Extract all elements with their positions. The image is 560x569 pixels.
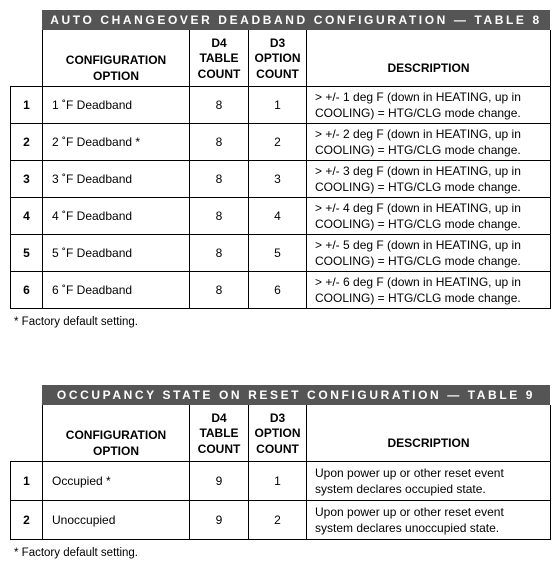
table-count-cell: 8 bbox=[190, 160, 249, 197]
table-count-cell: 8 bbox=[190, 234, 249, 271]
table9-header-row bbox=[11, 425, 551, 461]
option-count-cell: 2 bbox=[249, 500, 307, 539]
table-count-cell: 8 bbox=[190, 271, 249, 308]
table9-header-top-row bbox=[11, 405, 551, 425]
row-number: 5 bbox=[11, 234, 43, 271]
row-number: 6 bbox=[11, 271, 43, 308]
description-cell: > +/- 5 deg F (down in HEATING, up in COOLING) = HTG/CLG mode change. bbox=[307, 234, 551, 271]
description-cell: Upon power up or other reset event system declares occupied state. bbox=[307, 461, 551, 500]
option-cell: Unoccupied bbox=[43, 500, 190, 539]
option-count-cell: 4 bbox=[249, 197, 307, 234]
option-cell: 3 ˚F Deadband bbox=[43, 160, 190, 197]
option-count-cell: 1 bbox=[249, 461, 307, 500]
row-number: 2 bbox=[11, 123, 43, 160]
table8 bbox=[10, 30, 551, 309]
option-count-cell: 6 bbox=[249, 271, 307, 308]
table9-d3-label: D3 bbox=[249, 405, 307, 425]
description-cell: > +/- 1 deg F (down in HEATING, up in COOLING) = HTG/CLG mode change. bbox=[307, 86, 551, 123]
description-cell: Upon power up or other reset event system declares unoccupied state. bbox=[307, 500, 551, 539]
table9-footnote: * Factory default setting. bbox=[14, 547, 139, 559]
table-row bbox=[11, 123, 551, 160]
table9-header-option-count: OPTION COUNT bbox=[249, 425, 307, 461]
table9-header-table-count: TABLE COUNT bbox=[190, 425, 249, 461]
description-cell: > +/- 6 deg F (down in HEATING, up in COOLING) = HTG/CLG mode change. bbox=[307, 271, 551, 308]
description-cell: > +/- 4 deg F (down in HEATING, up in COOLING) = HTG/CLG mode change. bbox=[307, 197, 551, 234]
option-cell: 5 ˚F Deadband bbox=[43, 234, 190, 271]
table9-header-description: DESCRIPTION bbox=[307, 425, 551, 461]
option-count-cell: 1 bbox=[249, 86, 307, 123]
table-count-cell: 9 bbox=[190, 461, 249, 500]
table8-header-table-count: TABLE COUNT bbox=[190, 50, 249, 86]
option-cell: 1 ˚F Deadband bbox=[43, 86, 190, 123]
table-row bbox=[11, 160, 551, 197]
option-cell: 6 ˚F Deadband bbox=[43, 271, 190, 308]
table9-d4-label: D4 bbox=[190, 405, 249, 425]
table-row bbox=[11, 461, 551, 500]
row-number: 4 bbox=[11, 197, 43, 234]
table-row bbox=[11, 234, 551, 271]
option-count-cell: 5 bbox=[249, 234, 307, 271]
option-cell: 4 ˚F Deadband bbox=[43, 197, 190, 234]
row-number: 2 bbox=[11, 500, 43, 539]
table-count-cell: 8 bbox=[190, 86, 249, 123]
table-row bbox=[11, 500, 551, 539]
table-row bbox=[11, 271, 551, 308]
row-number: 1 bbox=[11, 461, 43, 500]
table8-header-option-count: OPTION COUNT bbox=[249, 50, 307, 86]
table-row bbox=[11, 197, 551, 234]
option-count-cell: 2 bbox=[249, 123, 307, 160]
table8-d3-label: D3 bbox=[249, 30, 307, 50]
table9 bbox=[10, 405, 551, 540]
table8-header-top-row bbox=[11, 30, 551, 50]
option-cell: Occupied * bbox=[43, 461, 190, 500]
row-number: 1 bbox=[11, 86, 43, 123]
table8-d4-label: D4 bbox=[190, 30, 249, 50]
table-count-cell: 9 bbox=[190, 500, 249, 539]
row-number: 3 bbox=[11, 160, 43, 197]
description-cell: > +/- 3 deg F (down in HEATING, up in COOLING) = HTG/CLG mode change. bbox=[307, 160, 551, 197]
table8-header-row bbox=[11, 50, 551, 86]
table9-header-option: CONFIGURATION OPTION bbox=[43, 425, 190, 461]
table-count-cell: 8 bbox=[190, 123, 249, 160]
description-cell: > +/- 2 deg F (down in HEATING, up in COOLING) = HTG/CLG mode change. bbox=[307, 123, 551, 160]
table-row bbox=[11, 86, 551, 123]
table8-header-option: CONFIGURATION OPTION bbox=[43, 50, 190, 86]
table9-title: OCCUPANCY STATE ON RESET CONFIGURATION — TABLE 9 bbox=[42, 385, 550, 405]
table8-header-description: DESCRIPTION bbox=[307, 50, 551, 86]
option-cell: 2 ˚F Deadband * bbox=[43, 123, 190, 160]
table8-footnote: * Factory default setting. bbox=[14, 316, 139, 328]
table-count-cell: 8 bbox=[190, 197, 249, 234]
table8-title: AUTO CHANGEOVER DEADBAND CONFIGURATION — TABLE 8 bbox=[42, 10, 550, 30]
option-count-cell: 3 bbox=[249, 160, 307, 197]
